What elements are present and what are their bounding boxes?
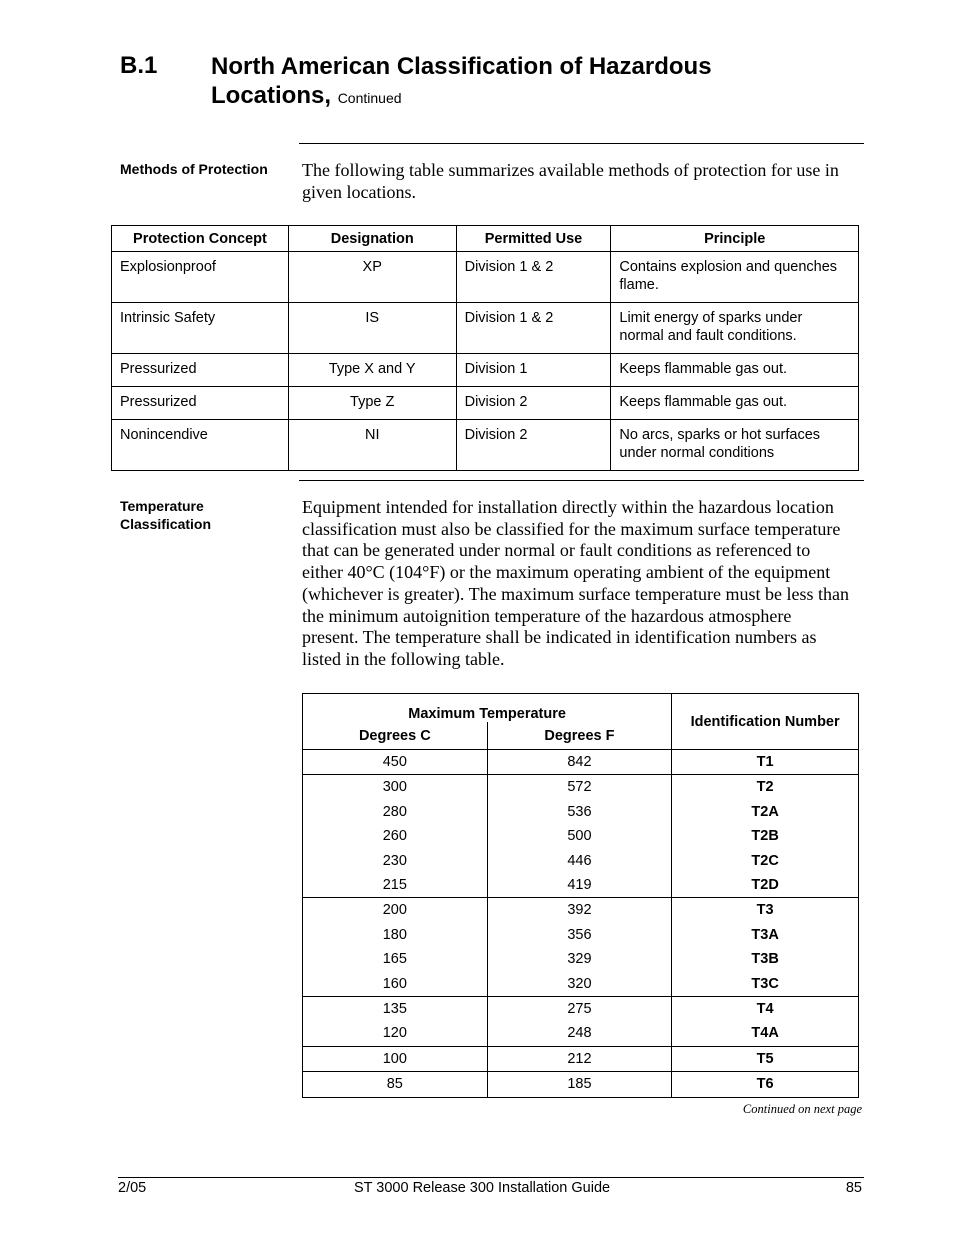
section-continued-label: Continued	[337, 90, 402, 106]
principle: No arcs, sparks or hot surfaces under normal conditions	[611, 420, 859, 471]
degrees-f: 572	[567, 779, 592, 796]
degrees-f: 842	[487, 750, 672, 775]
degrees-f: 320	[487, 972, 672, 997]
degrees-f: 500	[567, 828, 592, 845]
degrees-f: 185	[487, 1072, 672, 1097]
protection-table-header	[112, 226, 859, 252]
degrees-f-header: Degrees F	[487, 722, 672, 750]
column-header: Protection Concept	[112, 226, 289, 252]
section-title	[211, 52, 831, 113]
footer-divider	[118, 1177, 864, 1178]
methods-heading: Methods of Protection	[120, 161, 268, 177]
identification-number: T6	[672, 1072, 859, 1097]
degrees-c: 200	[303, 898, 488, 923]
degrees-f: 275	[567, 1001, 592, 1018]
protection-concept: Pressurized	[112, 354, 289, 387]
degrees-f: 536	[567, 803, 592, 820]
methods-intro: The following table summarizes available methods of protection for use in given locations.	[302, 160, 839, 202]
degrees-f: 329	[567, 951, 592, 968]
column-header: Principle	[611, 226, 859, 252]
table-row	[112, 252, 859, 303]
degrees-f: 392	[567, 902, 592, 919]
table-row	[303, 775, 859, 800]
table-row	[303, 750, 859, 775]
identification-number: T2B	[672, 824, 859, 848]
table-row	[303, 1072, 859, 1097]
footer-date: 2/05	[118, 1180, 147, 1196]
protection-concept: Pressurized	[112, 387, 289, 420]
designation: XP	[288, 252, 456, 303]
degrees-c: 230	[303, 849, 488, 873]
principle: Keeps flammable gas out.	[611, 354, 859, 387]
degrees-c: 165	[303, 947, 488, 971]
table-row	[112, 387, 859, 420]
degrees-c: 215	[303, 873, 488, 898]
degrees-c: 100	[303, 1046, 488, 1071]
degrees-c: 160	[303, 972, 488, 997]
designation: Type X and Y	[288, 354, 456, 387]
degrees-f: 356	[567, 926, 592, 943]
identification-number: T3C	[672, 972, 859, 997]
degrees-c: 260	[303, 824, 488, 848]
degrees-c: 180	[303, 923, 488, 947]
table-row	[112, 303, 859, 354]
identification-number: T3	[672, 898, 859, 923]
permitted-use: Division 1 & 2	[456, 252, 611, 303]
protection-concept: Explosionproof	[112, 252, 289, 303]
protection-concept: Intrinsic Safety	[112, 303, 289, 354]
degrees-f: 446	[567, 852, 592, 869]
degrees-c: 120	[303, 1021, 488, 1046]
temperature-table	[302, 693, 859, 1098]
table-row	[303, 997, 859, 1022]
permitted-use: Division 2	[456, 420, 611, 471]
designation: NI	[288, 420, 456, 471]
temperature-heading: Temperature Classification	[120, 498, 212, 532]
table-row	[303, 972, 859, 997]
identification-number: T3B	[672, 947, 859, 971]
degrees-c: 85	[303, 1072, 488, 1097]
degrees-f: 248	[487, 1021, 672, 1046]
table-row	[303, 849, 859, 873]
principle: Limit energy of sparks under normal and fault conditions.	[611, 303, 859, 354]
permitted-use: Division 1 & 2	[456, 303, 611, 354]
permitted-use: Division 1	[456, 354, 611, 387]
temperature-text: Equipment intended for installation directly within the hazardous location classification must also be classified for the maximum surface temperature that can be generated under normal or fault conditions as referenced to either 40°C (104°F) or the maximum operating ambient of the equipment (whichever is greater). The maximum surface temperature must be less than the minimum autoignition temperature of the hazardous atmosphere present. The temperature shall be indicated in identification numbers as listed in the following table.	[302, 497, 849, 669]
table-row	[303, 824, 859, 848]
degrees-c: 450	[303, 750, 488, 775]
protection-table	[111, 225, 859, 471]
identification-number: T2C	[672, 849, 859, 873]
protection-concept: Nonincendive	[112, 420, 289, 471]
degrees-c: 135	[303, 997, 488, 1022]
table-row	[112, 420, 859, 471]
designation: IS	[288, 303, 456, 354]
identification-number: T1	[672, 750, 859, 775]
section-title-text: North American Classification of Hazardous Locations,	[211, 53, 712, 109]
degrees-c: 300	[303, 775, 488, 800]
table-row	[303, 923, 859, 947]
column-header: Designation	[288, 226, 456, 252]
max-temperature-header: Maximum Temperature	[303, 694, 672, 723]
degrees-c-header: Degrees C	[303, 722, 488, 750]
principle: Contains explosion and quenches flame.	[611, 252, 859, 303]
degrees-c: 280	[303, 800, 488, 824]
column-header: Permitted Use	[456, 226, 611, 252]
identification-number-header: Identification Number	[672, 694, 859, 750]
degrees-f: 212	[487, 1046, 672, 1071]
degrees-f: 419	[487, 873, 672, 898]
identification-number: T4	[672, 997, 859, 1022]
identification-number: T2D	[672, 873, 859, 898]
identification-number: T5	[672, 1046, 859, 1071]
section-number: B.1	[120, 52, 158, 79]
divider	[299, 143, 864, 144]
identification-number: T3A	[672, 923, 859, 947]
identification-number: T2	[672, 775, 859, 800]
identification-number: T4A	[672, 1021, 859, 1046]
table-row	[303, 898, 859, 923]
divider	[299, 480, 864, 481]
designation: Type Z	[288, 387, 456, 420]
continued-on-next-page: Continued on next page	[742, 1102, 862, 1116]
table-row	[303, 1021, 859, 1046]
permitted-use: Division 2	[456, 387, 611, 420]
identification-number: T2A	[672, 800, 859, 824]
table-row	[112, 354, 859, 387]
table-row	[303, 800, 859, 824]
page-number: 85	[845, 1180, 862, 1196]
table-row	[303, 873, 859, 898]
footer-document-title: ST 3000 Release 300 Installation Guide	[354, 1180, 611, 1196]
table-row	[303, 947, 859, 971]
principle: Keeps flammable gas out.	[611, 387, 859, 420]
table-row	[303, 1046, 859, 1071]
